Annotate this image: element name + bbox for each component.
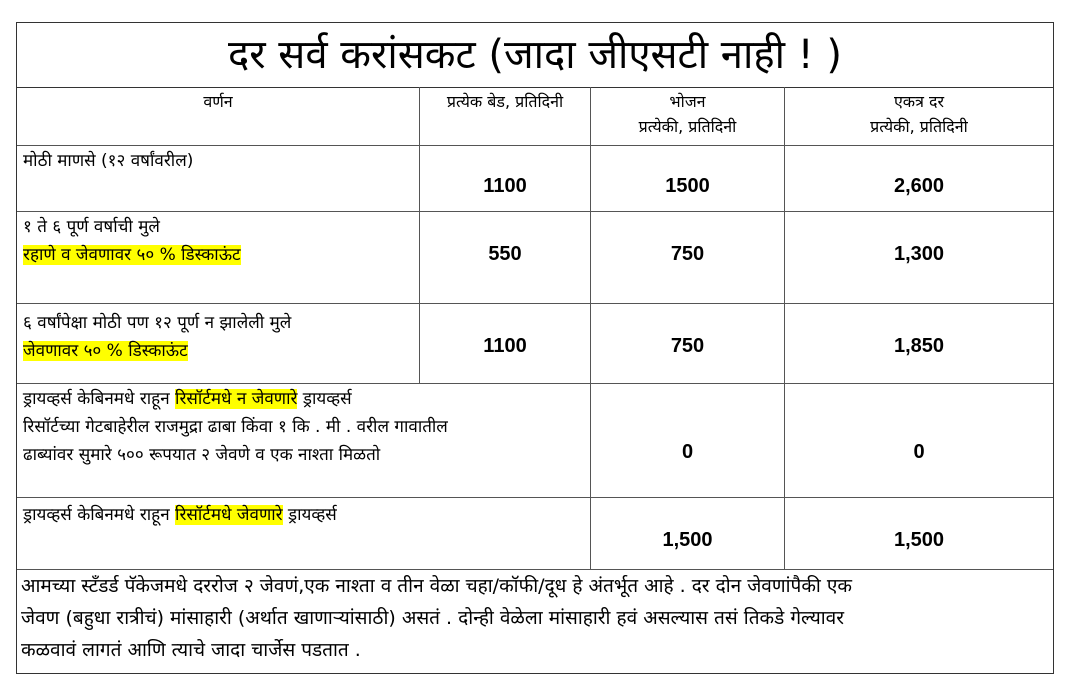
row-kids-1-6-food: 750 [670,243,705,265]
header-bed [420,89,590,114]
header-food-line2: प्रत्येकी, प्रतिदिनी [638,117,737,136]
row-adults-food: 1500 [665,175,710,197]
row-drivers-outside-line2: रिसॉर्टच्या गेटबाहेरील राजमुद्रा ढाबा किंवा १ कि . मी . वरील गावातील [23,417,448,437]
row-drivers-resort-post: ड्रायव्हर्स [282,505,337,525]
row-drivers-outside-post: ड्रायव्हर्स [297,389,352,409]
rate-table [16,22,1054,674]
row-kids-1-6-discount: रहाणे व जेवणावर ५० % डिस्काऊंट [23,245,241,265]
row-kids-6-12-total: 1,850 [893,335,945,357]
row-adults-line1: मोठी माणसे (१२ वर्षांवरील) [23,151,194,171]
row-adults-bed: 1100 [483,175,527,197]
row-adults-description [23,147,415,175]
col-divider [784,87,785,569]
header-bed-label: प्रत्येक बेड, प्रतिदिनी [446,92,564,111]
page-title: दर सर्व करांसकट (जादा जीएसटी नाही ! ) [17,23,1053,88]
row-divider [17,497,1053,498]
row-drivers-outside-highlight: रिसॉर्टमधे न जेवणारे [175,389,298,409]
package-note-line1: आमच्या स्टॅंडर्ड पॅकेजमधे दररोज २ जेवणं,एक नाश्ता व तीन वेळा चहा/कॉफी/दूध हे अंतर्भूत आहे . दर दोन जेवणांपैकी एक [21,575,852,597]
row-kids-1-6-bed: 550 [488,243,522,265]
package-note [21,570,1049,666]
header-total-line1: एकत्र दर [893,92,945,111]
row-kids-1-6-total: 1,300 [893,243,945,265]
row-drivers-resort-description [23,501,583,529]
package-note-line3: कळवावं लागतं आणि त्याचे जादा चार्जेस पडतात . [21,639,361,661]
row-drivers-resort-total: 1,500 [893,529,945,551]
header-food [591,89,784,139]
row-divider [17,145,1053,146]
row-drivers-resort-food: 1,500 [662,529,713,551]
row-drivers-resort-highlight: रिसॉर्टमधे जेवणारे [175,505,283,525]
header-total [785,89,1053,139]
row-drivers-outside-pre: ड्रायव्हर्स केबिनमधे राहून [23,389,176,409]
row-kids-1-6-line1: १ ते ६ पूर्ण वर्षाची मुले [23,217,160,237]
row-kids-6-12-bed: 1100 [483,335,527,357]
row-divider [17,211,1053,212]
row-kids-1-6-description [23,213,415,269]
row-drivers-outside-line3: ढाब्यांवर सुमारे ५०० रूपयात २ जेवणे व एक नाश्ता मिळतो [23,445,381,465]
row-divider [17,303,1053,304]
row-divider [17,383,1053,384]
row-drivers-outside-description [23,385,583,469]
row-kids-6-12-food: 750 [670,335,705,357]
package-note-line2: जेवण (बहुधा रात्रीचं) मांसाहारी (अर्थात खाणाऱ्यांसाठी) असतं . दोन्ही वेळेला मांसाहारी हवं असल्यास तसं तिकडे गेल्यावर [21,607,844,629]
row-adults-total: 2,600 [893,175,945,197]
col-divider [590,87,591,569]
header-total-line2: प्रत्येकी, प्रतिदिनी [870,117,968,136]
row-kids-6-12-line1: ६ वर्षांपेक्षा मोठी पण १२ पूर्ण न झालेली मुले [23,313,292,333]
row-kids-6-12-discount: जेवणावर ५० % डिस्काऊंट [23,341,188,361]
header-description-label: वर्णन [203,92,233,111]
row-drivers-outside-total: 0 [913,441,925,463]
row-drivers-outside-food: 0 [681,441,694,463]
header-food-line1: भोजन [669,92,706,111]
header-description [17,89,419,114]
row-kids-6-12-description [23,309,415,365]
row-drivers-resort-pre: ड्रायव्हर्स केबिनमधे राहून [23,505,176,525]
